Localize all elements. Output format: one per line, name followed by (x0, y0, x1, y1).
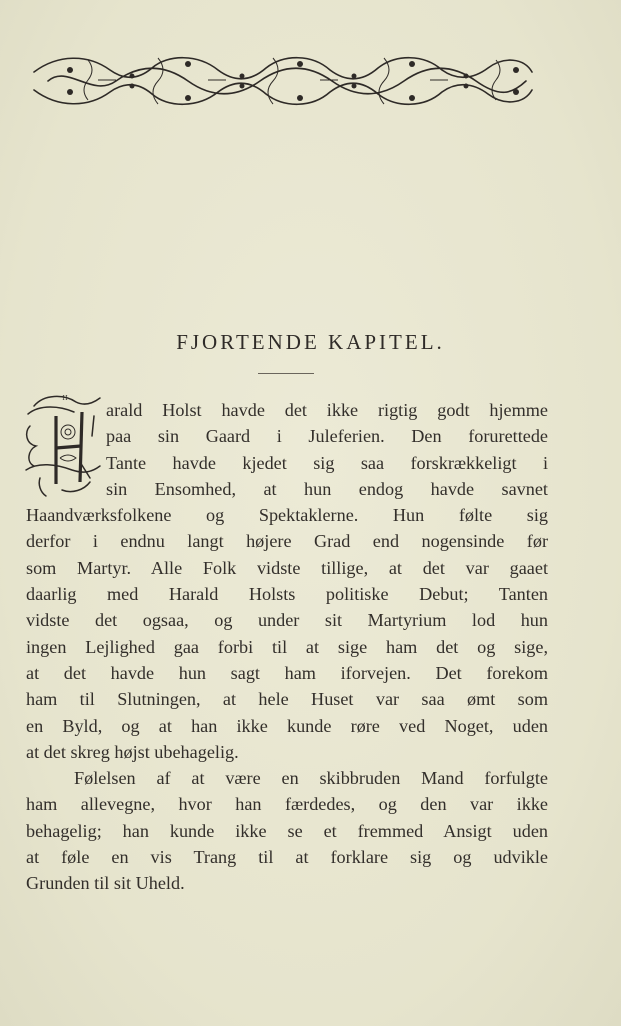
text-line: en Byld, og at han ikke kunde røre ved Noget, uden (26, 715, 548, 736)
text-line: at føle en vis Trang til at forklare sig og udvikle (26, 847, 548, 868)
text-line: Følelsen af at være en skibbruden Mand forfulgte (74, 768, 548, 789)
text-line: behagelig; han kunde ikke se et fremmed Ansigt uden (26, 820, 548, 841)
text-line: Haandværksfolkene og Spektaklerne. Hun følte sig (26, 505, 548, 526)
text-line: ham allevegne, hvor han færdedes, og den var ikke (26, 794, 548, 815)
text-line: arald Holst havde det ikke rigtig godt hjemme (106, 400, 548, 420)
text-line: ham til Slutningen, at hele Huset var saa ømt som (26, 689, 548, 710)
ornamental-header-band (28, 50, 538, 112)
text-line: derfor i endnu langt højere Grad end nogensinde før (26, 531, 548, 552)
initial-letter: H (62, 395, 68, 402)
text-line: som Martyr. Alle Folk vidste tillige, at det var gaaet (26, 557, 548, 578)
text-line: sin Ensomhed, at hun endog havde savnet (106, 478, 548, 499)
text-line: daarlig med Harald Holsts politiske Debut; Tanten (26, 584, 548, 605)
text-line: vidste det ogsaa, og under sit Martyrium lod hun (26, 610, 548, 631)
text-line: Grunden til sit Uheld. (26, 873, 185, 894)
chapter-text (26, 397, 548, 897)
chapter-title: FJORTENDE KAPITEL. (176, 330, 445, 354)
text-line: at det skreg højst ubehagelig. (26, 741, 239, 762)
title-rule (258, 373, 314, 374)
text-line: paa sin Gaard i Juleferien. Den forurettede (106, 426, 548, 447)
text-line: Tante havde kjedet sig saa forskrækkeligt i (106, 452, 548, 473)
text-line: ingen Lejlighed gaa forbi til at sige ham det og sige, (26, 636, 548, 657)
text-line: at det havde hun sagt ham iforvejen. Det forekom (26, 662, 548, 683)
